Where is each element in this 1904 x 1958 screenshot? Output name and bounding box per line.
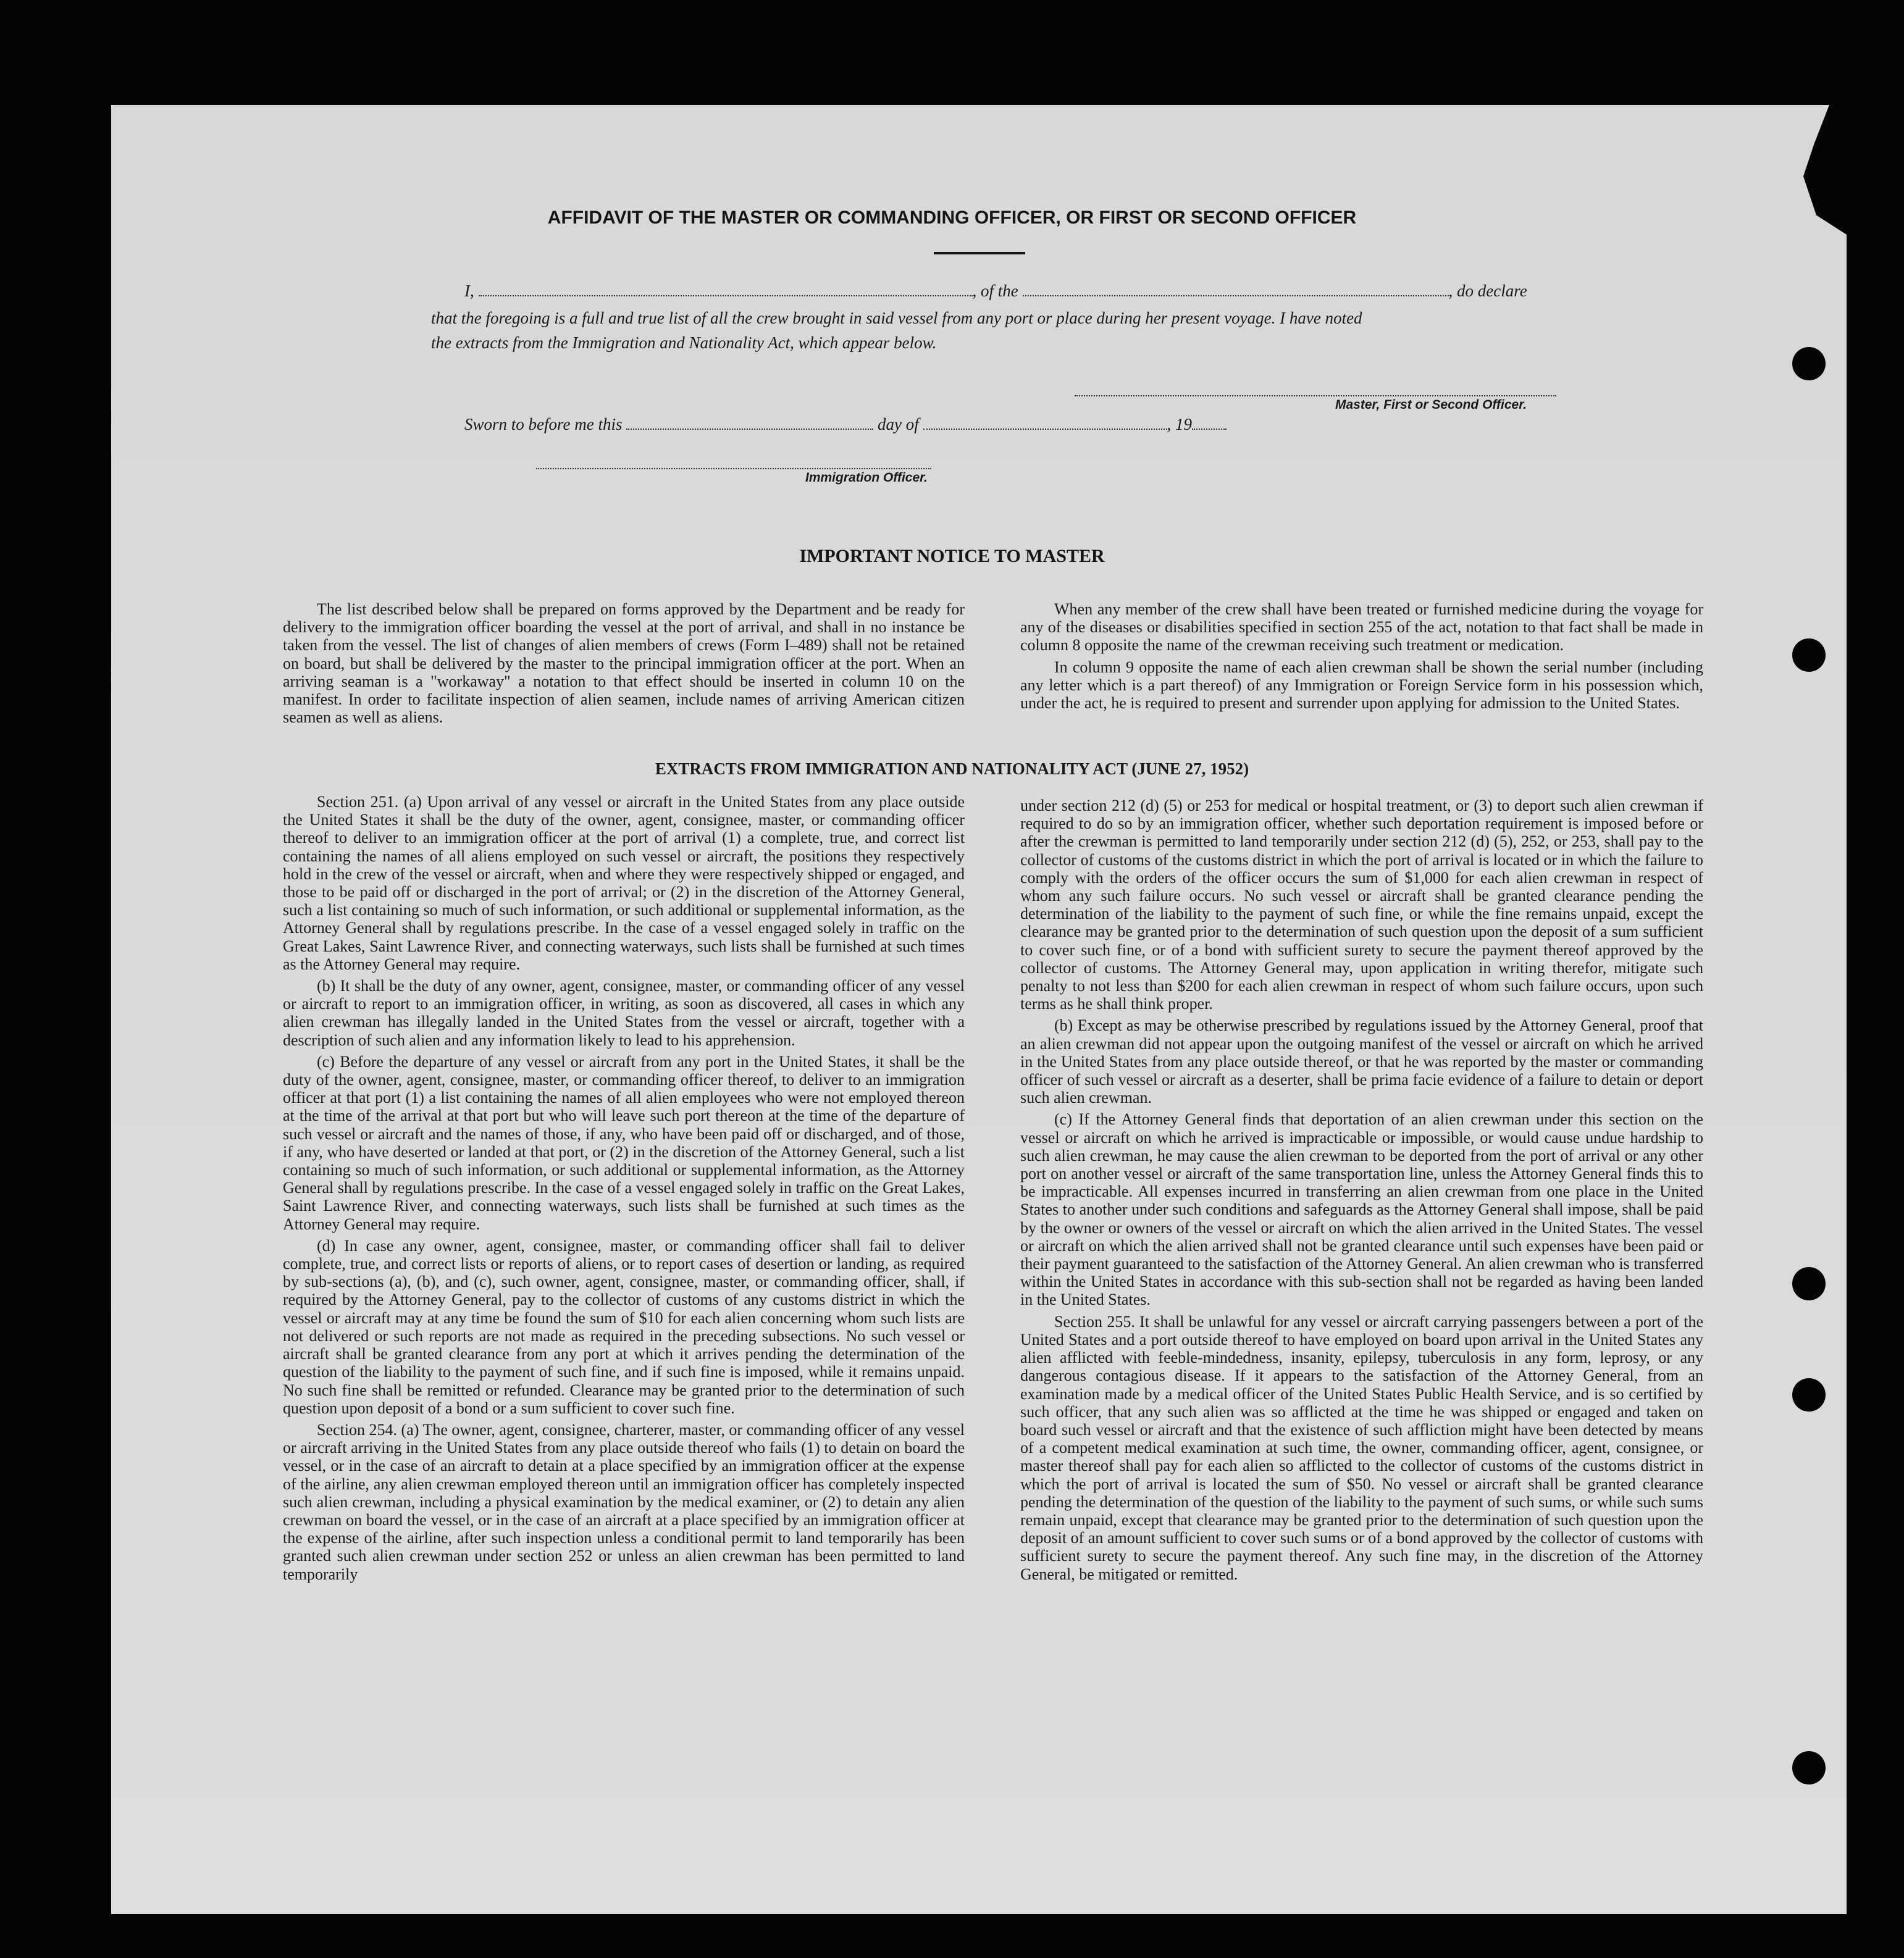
extracts-left-column (283, 793, 965, 1587)
affidavit-statement-1: that the foregoing is a full and true list of all the crew brought in said vessel from any port or place during her present voyage. I have noted (431, 309, 1362, 327)
sworn-month-blank[interactable] (923, 415, 1167, 430)
section-255: Section 255. It shall be unlawful for any vessel or aircraft carrying passengers between a port of the United States and a port outside thereof to have employed on board upon arrival in the United States any alien afflicted with feeble-mindedness, insanity, epilepsy, tuberculosis in any form, leprosy, or any dangerous contagious disease. If it appears to the satisfaction of the Attorney General, from an examination made by a medical officer of the United States Public Health Service, and is so certified by such officer, that any such alien was so afflicted at the time he was shipped or engaged and taken on board such vessel or aircraft and that the existence of such affliction might have been detected by means of a competent medical examination at such time, the owner, commanding officer, agent, consignee, or master thereof shall pay for each alien so afflicted to the collector of customs of the customs district in which the port of arrival is located the sum of $50. No vessel or aircraft shall be granted clearance pending the determination of the question of the liability to the payment of such sums, or while such sums remain unpaid, except that clearance may be granted prior to the determination of such question upon the deposit of an amount sufficient to cover such sums or of a bond approved by the collector of customs with sufficient surety to secure the payment thereof. Any such fine may, in the discretion of the Attorney General, be mitigated or remitted. (1020, 1312, 1703, 1583)
day-of-label: day of (878, 415, 919, 433)
section-254-c: (c) If the Attorney General finds that deportation of an alien crewman under this section on the vessel or aircraft on which he arrived is impracticable or impossible, or would cause undue hardship to such alien crewman, he may cause the alien crewman to be deported from the port of arrival or any other port on another vessel or aircraft of the same transportation line, unless the Attorney General finds this to be impracticable. All expenses incurred in transferring an alien crewman from one place in the United States to another under such conditions and safeguards as the Attorney General shall impose, shall be paid by the owner or owners of the vessel or aircraft on which the alien arrived in the United States. The vessel or aircraft on which the alien arrived shall not be granted clearance until such expenses have been paid or their payment guaranteed to the satisfaction of the Attorney General. An alien crewman who is transferred within the United States in accordance with this sub-section shall not be regarded as having been landed in the United States. (1020, 1110, 1703, 1309)
affidavit-title: AFFIDAVIT OF THE MASTER OR COMMANDING OFFICER, OR FIRST OR SECOND OFFICER (547, 207, 1357, 228)
punch-hole (1792, 347, 1826, 380)
affidavit-statement-2: the extracts from the Immigration and Nationality Act, which appear below. (431, 333, 937, 352)
extracts-title: EXTRACTS FROM IMMIGRATION AND NATIONALITY ACT (JUNE 27, 1952) (655, 759, 1249, 778)
master-caption: Master, First or Second Officer. (1335, 398, 1527, 412)
name-blank[interactable] (479, 282, 973, 296)
i-label: I, (464, 282, 474, 300)
punch-hole (1792, 1267, 1826, 1300)
notice-left-column (283, 600, 965, 730)
vessel-blank[interactable] (1023, 282, 1449, 296)
affidavit-declaration-line (464, 282, 1527, 301)
officer-signature-line[interactable] (536, 454, 931, 469)
sworn-day-blank[interactable] (626, 415, 873, 430)
master-signature-line[interactable] (1075, 382, 1556, 396)
section-254-b: (b) Except as may be otherwise prescribed by regulations issued by the Attorney General, proof that an alien crewman did not appear upon the outgoing manifest of the vessel or aircraft on which he arrived in the United States from any place outside thereof, or that he was reported by the master or commanding officer of such vessel or aircraft as a deserter, shall be prima facie evidence of a failure to detain or deport such alien crewman. (1020, 1016, 1703, 1107)
officer-caption: Immigration Officer. (805, 471, 928, 485)
sworn-label: Sworn to before me this (464, 415, 623, 433)
notice-title: IMPORTANT NOTICE TO MASTER (799, 546, 1105, 566)
year-label: , 19 (1167, 415, 1192, 433)
section-251-d: (d) In case any owner, agent, consignee, master, or commanding officer shall fail to deliver complete, true, and correct lists or reports of aliens, or to report cases of desertion or landing, as required by sub-sections (a), (b), and (c), such owner, agent, consignee, master, or commanding officer, shall, if required by the Attorney General, pay to the collector of customs of any customs district in which the vessel or aircraft may at any time be found the sum of $10 for each alien concerning whom such lists are not delivered or such reports are not made as required in the preceding subsections. No such vessel or aircraft shall be granted clearance from any port at which it arrives pending the determination of the question of the liability to the payment of such fine, and if such fine is imposed, while it remains unpaid. No such fine shall be remitted or refunded. Clearance may be granted prior to the determination of such question upon deposit of a bond or a sum sufficient to cover such fine. (283, 1236, 965, 1417)
section-251-b: (b) It shall be the duty of any owner, agent, consignee, master, or commanding officer of any vessel or aircraft to report to an immigration officer, in writing, as soon as discovered, all cases in which any alien crewman has illegally landed in the United States from the vessel or aircraft, together with a description of such alien and any information likely to lead to his apprehension. (283, 977, 965, 1049)
section-251-c: (c) Before the departure of any vessel or aircraft from any port in the United States, it shall be the duty of the owner, agent, consignee, master, or commanding officer thereof, to deliver to an immigration officer at that port (1) a list containing the names of all alien employees who were not employed thereon at the time of the arrival at that port but who will leave such port thereon at the time of the departure of such vessel or aircraft and the names of those, if any, who have been paid off or discharged, and of those, if any, who have deserted or landed at that port, or (2) in the discretion of the Attorney General, such a list containing so much of such information, or such additional or supplemental information, as the Attorney General shall by regulations prescribe. In the case of a vessel engaged solely in traffic on the Great Lakes, Saint Lawrence River, and connecting waterways, such lists shall be furnished at such times as the Attorney General may require. (283, 1052, 965, 1233)
year-blank[interactable] (1192, 415, 1227, 430)
punch-hole (1792, 638, 1826, 672)
section-251-a: Section 251. (a) Upon arrival of any vessel or aircraft in the United States from any place outside the United States it shall be the duty of the owner, agent, consignee, master, or commanding officer thereof to deliver to an immigration officer at the port of arrival (1) a complete, true, and correct list containing the names of all aliens employed on such vessel or aircraft, the positions they respectively hold in the crew of the vessel or aircraft, when and where they were respectively shipped or engaged, and those to be paid off or discharged in the port of arrival; or (2) in the discretion of the Attorney General, such a list containing so much of such information, or such additional or supplemental information, as the Attorney General shall by regulations prescribe. In the case of a vessel engaged solely in traffic on the Great Lakes, Saint Lawrence River, and connecting waterways, such lists shall be furnished at such times as the Attorney General may require. (283, 793, 965, 973)
do-declare-label: , do declare (1448, 282, 1527, 300)
notice-right-paragraph-1: When any member of the crew shall have been treated or furnished medicine during the voyage for any of the diseases or disabilities specified in section 255 of the act, notation to that fact shall be made in column 8 opposite the name of the crewman receiving such treatment or medication. (1020, 600, 1703, 655)
title-rule (934, 252, 1025, 254)
sworn-line (464, 415, 1227, 434)
notice-left-paragraph: The list described below shall be prepared on forms approved by the Department and be ready for delivery to the immigration officer boarding the vessel at the port of arrival, and shall in no instance be taken from the vessel. The list of changes of alien members of crews (Form I–489) shall not be retained on board, but shall be delivered by the master to the principal immigration officer at the port. When an arriving seaman is a "workaway" a notation to that effect should be inserted in column 10 on the manifest. In order to facilitate inspection of alien seamen, include names of arriving American citizen seamen as well as aliens. (283, 600, 965, 727)
section-254-a-continued: under section 212 (d) (5) or 253 for medical or hospital treatment, or (3) to deport such alien crewman if required to do so by an immigration officer, whether such deportation requirement is imposed before or after the crewman is permitted to land temporarily under section 212 (d) (5), 252, or 253, shall pay to the collector of customs of the customs district in which the port of arrival is located or in which the failure to comply with the orders of the officer occurs the sum of $1,000 for each alien crewman in respect of whom any such failure occurs. No such vessel or aircraft shall be granted clearance pending the determination of the liability to the payment of such fine, or while the fine remains unpaid, except the clearance may be granted prior to the determination of such question upon the deposit of a sum sufficient to cover such fine, or of a bond with sufficient surety to secure the payment thereof approved by the collector of customs. The Attorney General may, upon application in writing therefor, mitigate such penalty to not less than $200 for each alien crewman in respect of whom such failure occurs, upon such terms as he shall think proper. (1020, 797, 1703, 1013)
punch-hole (1792, 1751, 1826, 1784)
section-254-a: Section 254. (a) The owner, agent, consignee, charterer, master, or commanding officer of any vessel or aircraft arriving in the United States from any place outside thereof who fails (1) to detain on board the vessel, or in the case of an aircraft to detain at a place specified by an immigration officer at the expense of the airline, any alien crewman employed thereon until an immigration officer has completely inspected such alien crewman, including a physical examination by the medical examiner, or (2) to detain any alien crewman on board the vessel, or in the case of an aircraft at a place specified by an immigration officer at the expense of the airline, after such inspection unless a conditional permit to land temporarily has been granted such alien crewman under section 252 or unless an alien crewman has been permitted to land temporarily (283, 1420, 965, 1583)
of-the-label: , of the (972, 282, 1018, 300)
extracts-right-column (1020, 797, 1703, 1587)
punch-hole (1792, 1378, 1826, 1412)
notice-right-column (1020, 600, 1703, 716)
notice-right-paragraph-2: In column 9 opposite the name of each alien crewman shall be shown the serial number (including any letter which is a part thereof) of any Immigration or Foreign Service form in his possession which, under the act, he is required to present and surrender upon applying for admission to the United States. (1020, 658, 1703, 713)
